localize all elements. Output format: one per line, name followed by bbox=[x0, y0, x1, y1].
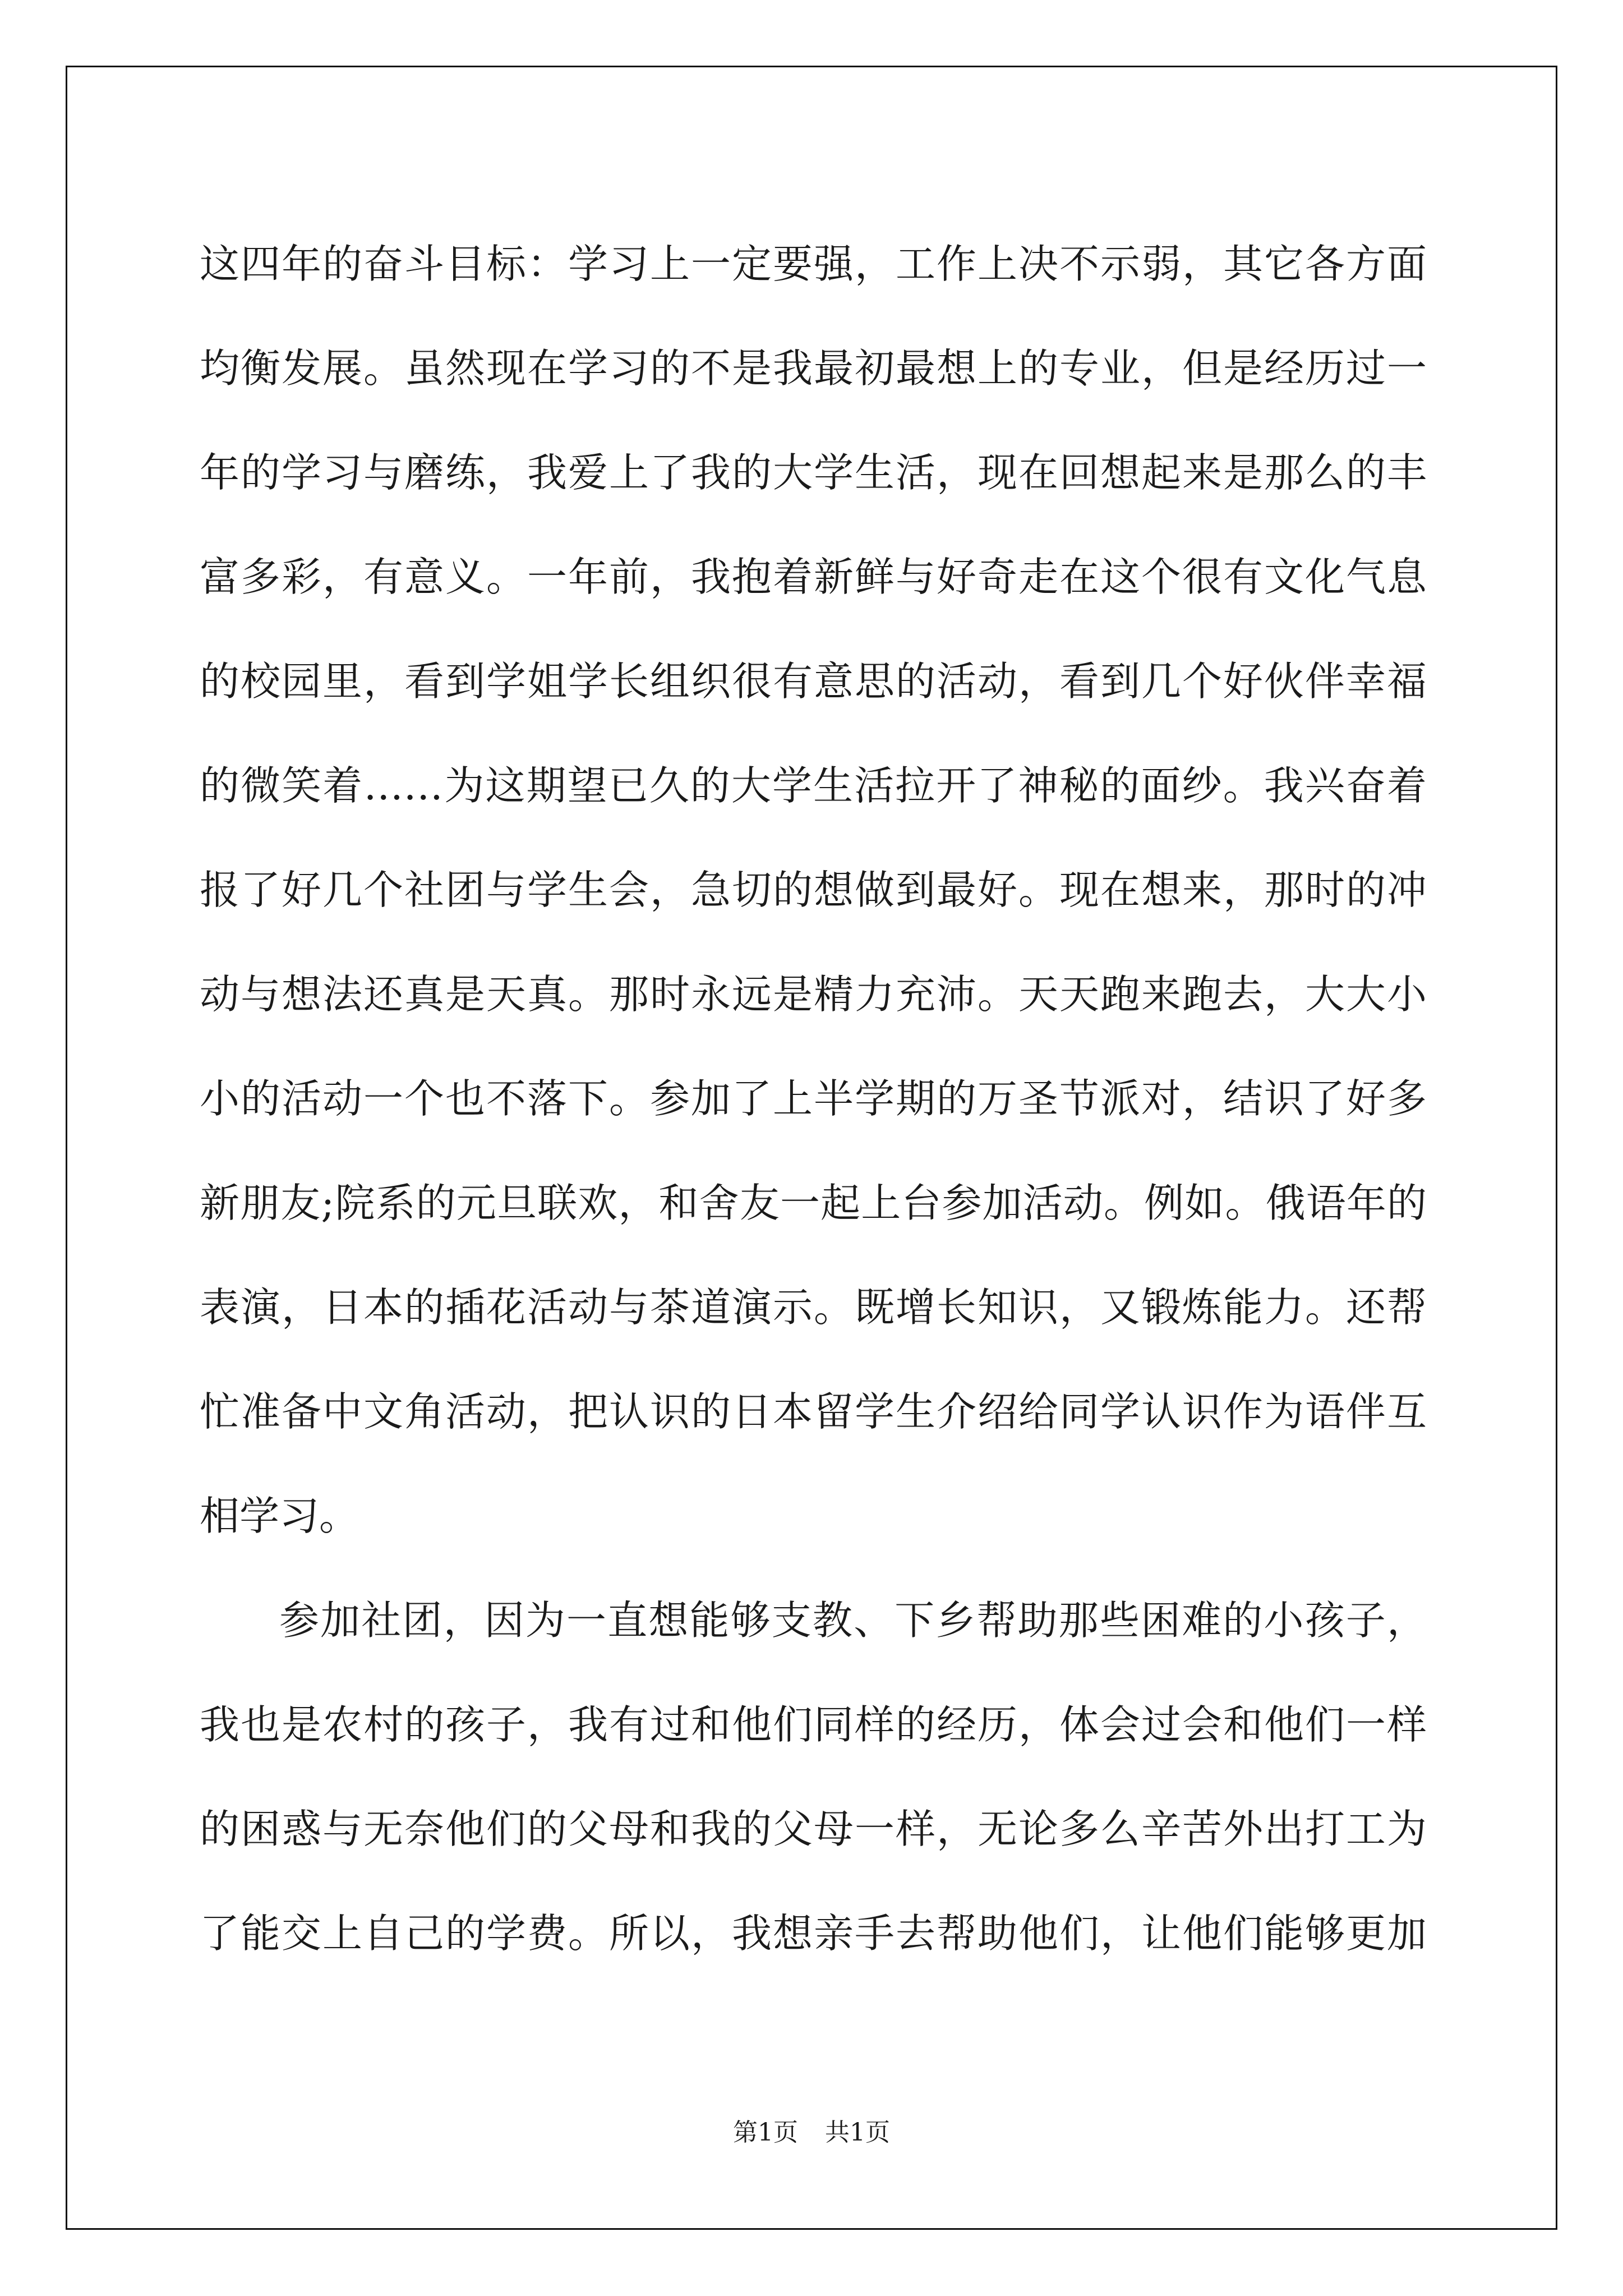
text-line: 的微笑着……为这期望已久的大学生活拉开了神秘的面纱。我兴奋着 bbox=[200, 762, 1427, 809]
text-line: 富多彩，有意义。一年前，我抱着新鲜与好奇走在这个很有文化气息 bbox=[200, 554, 1427, 600]
text-line: 的困惑与无奈他们的父母和我的父母一样，无论多么辛苦外出打工为 bbox=[200, 1806, 1427, 1852]
text-line: 了能交上自己的学费。所以，我想亲手去帮助他们，让他们能够更加 bbox=[200, 1910, 1427, 1957]
text-line: 动与想法还真是天真。那时永远是精力充沛。天天跑来跑去，大大小 bbox=[200, 971, 1427, 1018]
page-number-current: 第1页 bbox=[733, 2118, 798, 2147]
page-footer bbox=[0, 2112, 1623, 2148]
text-line: 这四年的奋斗目标：学习上一定要强，工作上决不示弱，其它各方面 bbox=[200, 241, 1427, 287]
document-body bbox=[200, 212, 1427, 1986]
paragraph-first-line: 参加社团，因为一直想能够支教、下乡帮助那些困难的小孩子， bbox=[279, 1597, 1427, 1644]
page-number-total: 共1页 bbox=[825, 2118, 890, 2147]
text-line: 年的学习与磨练，我爱上了我的大学生活，现在回想起来是那么的丰 bbox=[200, 449, 1427, 496]
text-line: 表演，日本的插花活动与茶道演示。既增长知识，又锻炼能力。还帮 bbox=[200, 1284, 1427, 1331]
text-line: 的校园里，看到学姐学长组织很有意思的活动，看到几个好伙伴幸福 bbox=[200, 658, 1427, 705]
text-line: 新朋友;院系的元旦联欢，和舍友一起上台参加活动。例如。俄语年的 bbox=[200, 1180, 1427, 1226]
text-line: 报了好几个社团与学生会，急切的想做到最好。现在想来，那时的冲 bbox=[200, 867, 1427, 913]
text-line: 相学习。 bbox=[200, 1493, 359, 1539]
text-line: 小的活动一个也不落下。参加了上半学期的万圣节派对，结识了好多 bbox=[200, 1075, 1427, 1122]
text-line: 我也是农村的孩子，我有过和他们同样的经历，体会过会和他们一样 bbox=[200, 1701, 1427, 1748]
text-line: 均衡发展。虽然现在学习的不是我最初最想上的专业，但是经历过一 bbox=[200, 345, 1427, 392]
text-line: 忙准备中文角活动，把认识的日本留学生介绍给同学认识作为语伴互 bbox=[200, 1388, 1427, 1435]
